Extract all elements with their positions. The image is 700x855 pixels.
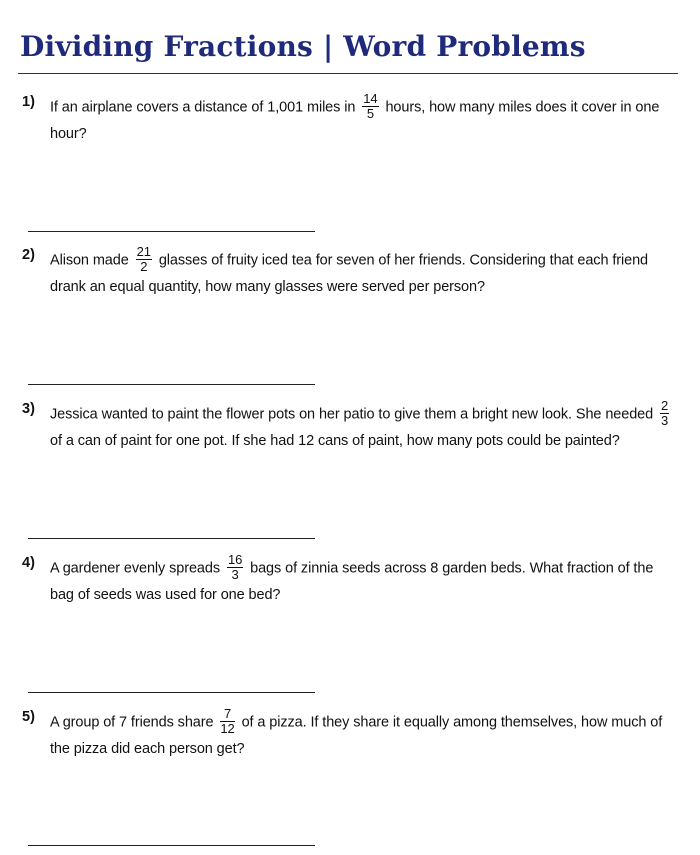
fraction-numerator: 16 <box>227 552 243 567</box>
title-divider <box>18 73 678 74</box>
fraction-numerator: 7 <box>220 708 234 722</box>
problem-text-before: Alison made <box>50 252 133 269</box>
problem-number: 4) <box>22 555 35 571</box>
problem-number: 3) <box>22 401 35 417</box>
problem-text <box>50 552 677 608</box>
problem-number: 2) <box>22 247 35 263</box>
problem-text-after: of a can of paint for one pot. If she had 12 cans of paint, how many pots could be painted? <box>50 433 620 449</box>
problem-text-after: of a pizza. If they share it equally among themselves, how much of the pizza did each person get? <box>50 714 663 757</box>
fraction <box>227 554 243 581</box>
answer-line-3[interactable] <box>28 538 315 539</box>
fraction-numerator: 2 <box>661 398 669 413</box>
fraction <box>220 708 234 735</box>
problem-text <box>50 398 677 454</box>
problem-text-after: bags of zinnia seeds across 8 garden beds. What fraction of the bag of seeds was used for one bed? <box>50 560 654 603</box>
fraction-denominator: 3 <box>661 413 669 428</box>
problem-text-before: Jessica wanted to paint the flower pots on her patio to give them a bright new look. She needed <box>50 406 658 423</box>
problem-text <box>50 244 677 300</box>
problem-text <box>50 706 677 762</box>
page-title: Dividing Fractions | Word Problems <box>20 30 586 63</box>
problem-text-before: A gardener evenly spreads <box>50 560 224 577</box>
answer-line-4[interactable] <box>28 692 315 693</box>
fraction-numerator: 21 <box>136 244 151 259</box>
answer-line-1[interactable] <box>28 231 315 232</box>
fraction <box>136 246 152 273</box>
answer-line-2[interactable] <box>28 384 315 385</box>
answer-line-5[interactable] <box>28 845 315 846</box>
problem-number: 5) <box>22 709 35 725</box>
fraction <box>660 400 669 427</box>
problem-number: 1) <box>22 94 35 110</box>
fraction-denominator: 5 <box>366 106 374 121</box>
problem-text-after: hours, how many miles does it cover in one hour? <box>50 99 660 142</box>
fraction <box>362 93 378 120</box>
problem-text-before: If an airplane covers a distance of 1,001 miles in <box>50 99 360 116</box>
problem-text-after: glasses of fruity iced tea for seven of her friends. Considering that each friend drank an equal quantity, how many glasses were served per person? <box>50 252 649 295</box>
problem-text <box>50 91 677 147</box>
fraction-denominator: 12 <box>220 721 235 736</box>
problem-text-before: A group of 7 friends share <box>50 714 218 731</box>
fraction-numerator: 14 <box>363 91 378 106</box>
fraction-denominator: 2 <box>140 259 148 274</box>
fraction-denominator: 3 <box>231 567 239 582</box>
